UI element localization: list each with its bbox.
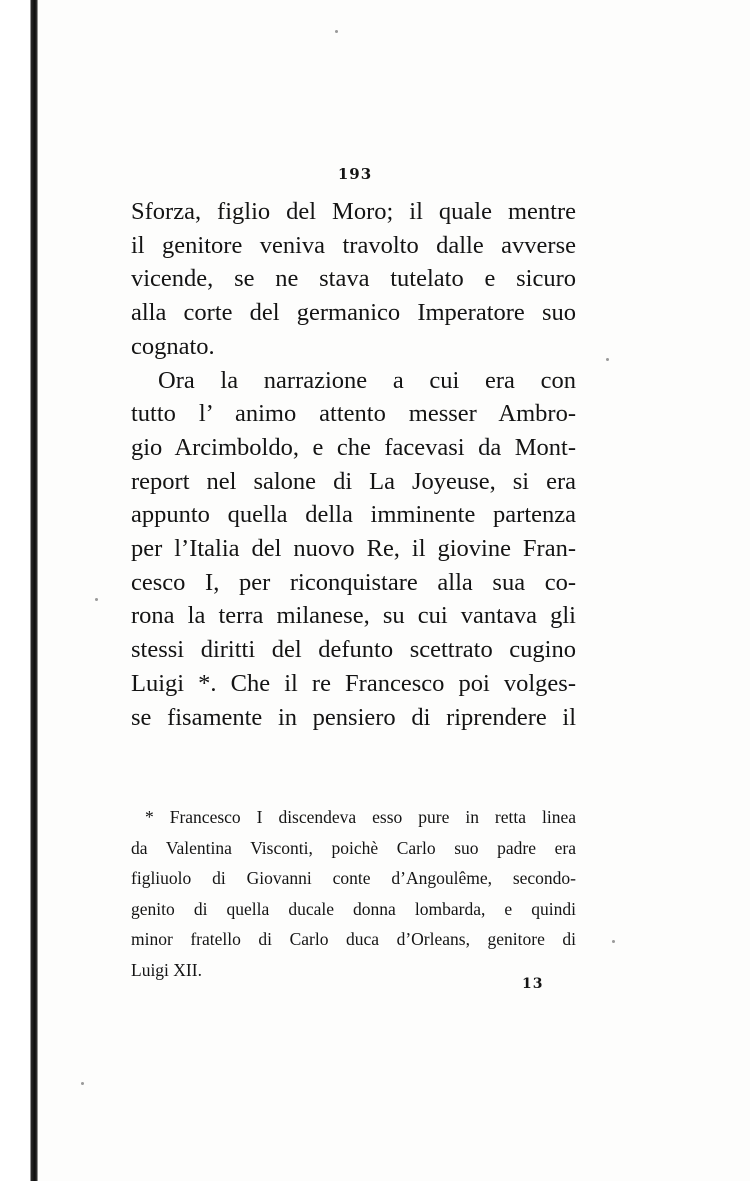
paper-speck: [335, 30, 338, 33]
text-line: tutto l’ animo attento messer Ambro-: [131, 400, 576, 428]
text-line: Ora la narrazione a cui era con: [158, 366, 576, 394]
text-line: gio Arcimboldo, e che facevasi da Mont-: [131, 433, 576, 461]
text-line: cognato.: [131, 332, 215, 360]
footnote-line: minor fratello di Carlo duca d’Orleans, genitore di: [131, 929, 576, 950]
text-line: cesco I, per riconquistare alla sua co-: [131, 568, 576, 596]
page-binding-edge: [0, 0, 38, 1181]
text-line: report nel salone di La Joyeuse, si era: [131, 467, 576, 495]
footnote-line: genito di quella ducale donna lombarda, e quindi: [131, 898, 576, 919]
text-line: appunto quella della imminente partenza: [131, 501, 576, 529]
footnote-line: figliuolo di Giovanni conte d’Angoulême, secondo-: [131, 868, 576, 889]
footnote-line: Luigi XII.: [131, 959, 202, 980]
text-line: Luigi *. Che il re Francesco poi volges-: [131, 669, 576, 697]
text-line: rona la terra milanese, su cui vantava gli: [131, 602, 576, 630]
paper-speck: [81, 1082, 84, 1085]
text-line: per l’Italia del nuovo Re, il giovine Fran-: [131, 535, 576, 563]
paper-speck: [95, 598, 98, 601]
text-line: vicende, se ne stava tutelato e sicuro: [131, 265, 576, 293]
footnote-line: * Francesco I discendeva esso pure in retta linea: [145, 807, 576, 827]
signature-mark: 13: [522, 976, 544, 992]
footnote-line: da Valentina Visconti, poichè Carlo suo padre era: [131, 837, 576, 858]
text-line: se fisamente in pensiero di riprendere il: [131, 703, 576, 731]
footnote: [131, 802, 576, 986]
main-text: [131, 195, 576, 734]
paper-speck: [612, 940, 615, 943]
text-line: il genitore veniva travolto dalle avverse: [131, 231, 576, 259]
text-line: Sforza, figlio del Moro; il quale mentre: [131, 198, 576, 225]
paper-speck: [606, 358, 609, 361]
text-line: alla corte del germanico Imperatore suo: [131, 299, 576, 327]
text-line: stessi diritti del defunto scettrato cugino: [131, 636, 576, 664]
page-number: 193: [337, 165, 373, 183]
